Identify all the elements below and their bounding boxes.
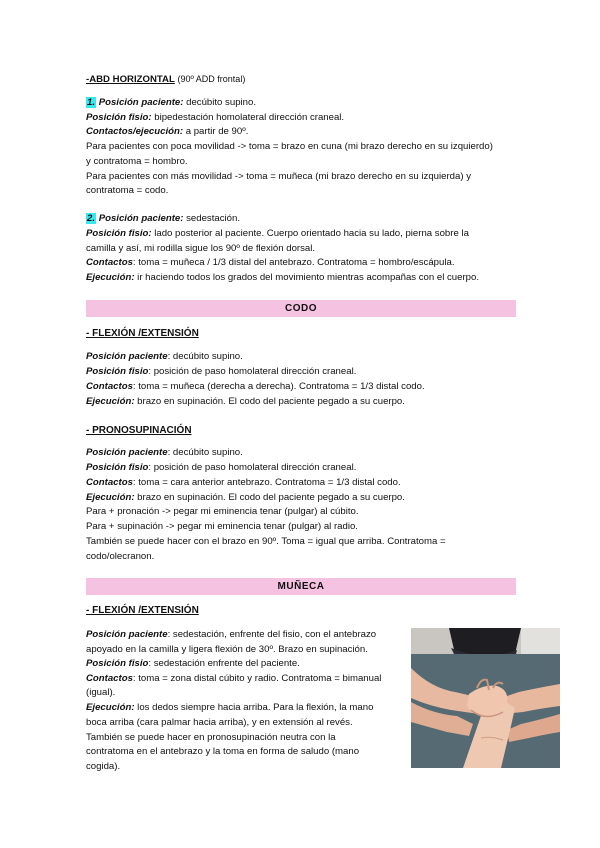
muneca-flex-text: apoyado en la camilla y ligera flexión de 30º. Brazo en supinación. [86, 644, 368, 655]
label: Posición fisio: [86, 228, 152, 239]
value: : toma = cara anterior antebrazo. Contratoma = 1/3 distal codo. [132, 477, 401, 488]
muneca-flex-text: contratoma en el antebrazo y la toma en forma de saludo (mano [86, 746, 360, 757]
value: : posición de paso homolateral dirección craneal. [148, 462, 357, 473]
muneca-flex-patient [86, 628, 376, 642]
codo-prono-contacts [86, 476, 401, 490]
label: Posición paciente: [98, 97, 184, 108]
muneca-flex-execution [86, 701, 373, 715]
codo-prono-execution [86, 491, 405, 505]
label: Posición paciente [86, 629, 168, 640]
label: Contactos [86, 477, 133, 488]
codo-prono-text: Para + supinación -> pegar mi eminencia tenar (pulgar) al radio. [86, 521, 358, 532]
abd-subtitle: (90º ADD frontal) [177, 74, 246, 84]
muneca-flex-fisio [86, 657, 300, 671]
codo-prono-text: También se puede hacer con el brazo en 90º. Toma = igual que arriba. Contratoma = [86, 536, 446, 547]
value: ir haciendo todos los grados del movimiento mientras acompañas con el cuerpo. [134, 272, 480, 283]
label: Ejecución: [86, 702, 135, 713]
abd-p1-text: Para pacientes con poca movilidad -> toma = brazo en cuna (mi brazo derecho en su izquierdo) [86, 141, 493, 152]
value: : toma = muñeca (derecha a derecha). Contratoma = 1/3 distal codo. [132, 381, 425, 392]
value: : sedestación, enfrente del fisio, con el antebrazo [167, 629, 377, 640]
label: Posición fisio [86, 462, 149, 473]
value: bipedestación homolateral dirección craneal. [151, 112, 345, 123]
codo-flex-patient [86, 350, 243, 364]
abd-p2-text: camilla y así, mi rodilla sigue los 90º de flexión dorsal. [86, 243, 316, 254]
value: : toma = muñeca / 1/3 distal del antebrazo. Contratoma = hombro/escápula. [132, 257, 455, 268]
abd-p1-fisio [86, 111, 344, 125]
codo-flex-title: - FLEXIÓN /EXTENSIÓN [86, 328, 199, 339]
value: : decúbito supino. [167, 351, 243, 362]
abd-p1-patient [86, 96, 256, 110]
muneca-flex-contacts [86, 672, 381, 686]
label: Posición paciente: [98, 213, 184, 224]
label: Posición fisio [86, 366, 149, 377]
muneca-flex-text: boca arriba (cara palmar hacia arriba), y en extensión al revés. [86, 717, 353, 728]
value: brazo en supinación. El codo del paciente pegado a su cuerpo. [134, 492, 405, 503]
label: Ejecución: [86, 272, 135, 283]
abd-p1-text: contratoma = codo. [86, 185, 169, 196]
abd-p1-text: Para pacientes con más movilidad -> toma = muñeca (mi brazo derecho en su izquierda) y [86, 171, 472, 182]
codo-prono-title: - PRONOSUPINACIÓN [86, 425, 192, 436]
value: lado posterior al paciente. Cuerpo orientado hacia su lado, pierna sobre la [151, 228, 469, 239]
muneca-flex-title: - FLEXIÓN /EXTENSIÓN [86, 605, 199, 616]
label: Contactos [86, 673, 133, 684]
codo-prono-text: codo/olecranon. [86, 551, 155, 562]
value: sedestación. [183, 213, 240, 224]
abd-p2-patient [86, 212, 240, 226]
value: : posición de paso homolateral dirección craneal. [148, 366, 357, 377]
label: Posición paciente [86, 447, 168, 458]
codo-prono-patient [86, 446, 243, 460]
value: : sedestación enfrente del paciente. [148, 658, 300, 669]
abd-p1-text: y contratoma = hombro. [86, 156, 188, 167]
label: Ejecución: [86, 396, 135, 407]
codo-prono-fisio [86, 461, 356, 475]
muneca-flex-text: También se puede hacer en pronosupinación neutra con la [86, 732, 336, 743]
label: Posición fisio [86, 658, 149, 669]
wrist-technique-illustration [411, 628, 560, 768]
abd-p2-execution [86, 271, 479, 285]
abd-p1-contacts [86, 125, 248, 139]
codo-prono-text: Para + pronación -> pegar mi eminencia tenar (pulgar) al cúbito. [86, 506, 359, 517]
label: Posición fisio: [86, 112, 152, 123]
abd-p2-fisio [86, 227, 469, 241]
muneca-flex-text: cogida). [86, 761, 121, 772]
label: Contactos [86, 257, 133, 268]
value: : decúbito supino. [167, 447, 243, 458]
label: Contactos [86, 381, 133, 392]
codo-flex-execution [86, 395, 405, 409]
value: brazo en supinación. El codo del paciente pegado a su cuerpo. [134, 396, 405, 407]
muneca-flex-text: (igual). [86, 687, 116, 698]
item-number: 1. [87, 97, 96, 108]
label: Posición paciente [86, 351, 168, 362]
wrist-technique-photo [411, 628, 560, 768]
abd-heading [86, 72, 245, 87]
item-number: 2. [87, 213, 96, 224]
label: Contactos/ejecución: [86, 126, 184, 137]
value: decúbito supino. [183, 97, 256, 108]
value: : toma = zona distal cúbito y radio. Contratoma = bimanual [132, 673, 382, 684]
label: Ejecución: [86, 492, 135, 503]
section-bar-codo: CODO [86, 300, 516, 317]
value: a partir de 90º. [183, 126, 249, 137]
value: los dedos siempre hacia arriba. Para la flexión, la mano [134, 702, 374, 713]
codo-flex-contacts [86, 380, 425, 394]
abd-title: -ABD HORIZONTAL [86, 74, 175, 85]
section-bar-muneca: MUÑECA [86, 578, 516, 595]
codo-flex-fisio [86, 365, 356, 379]
abd-p2-contacts [86, 256, 454, 270]
